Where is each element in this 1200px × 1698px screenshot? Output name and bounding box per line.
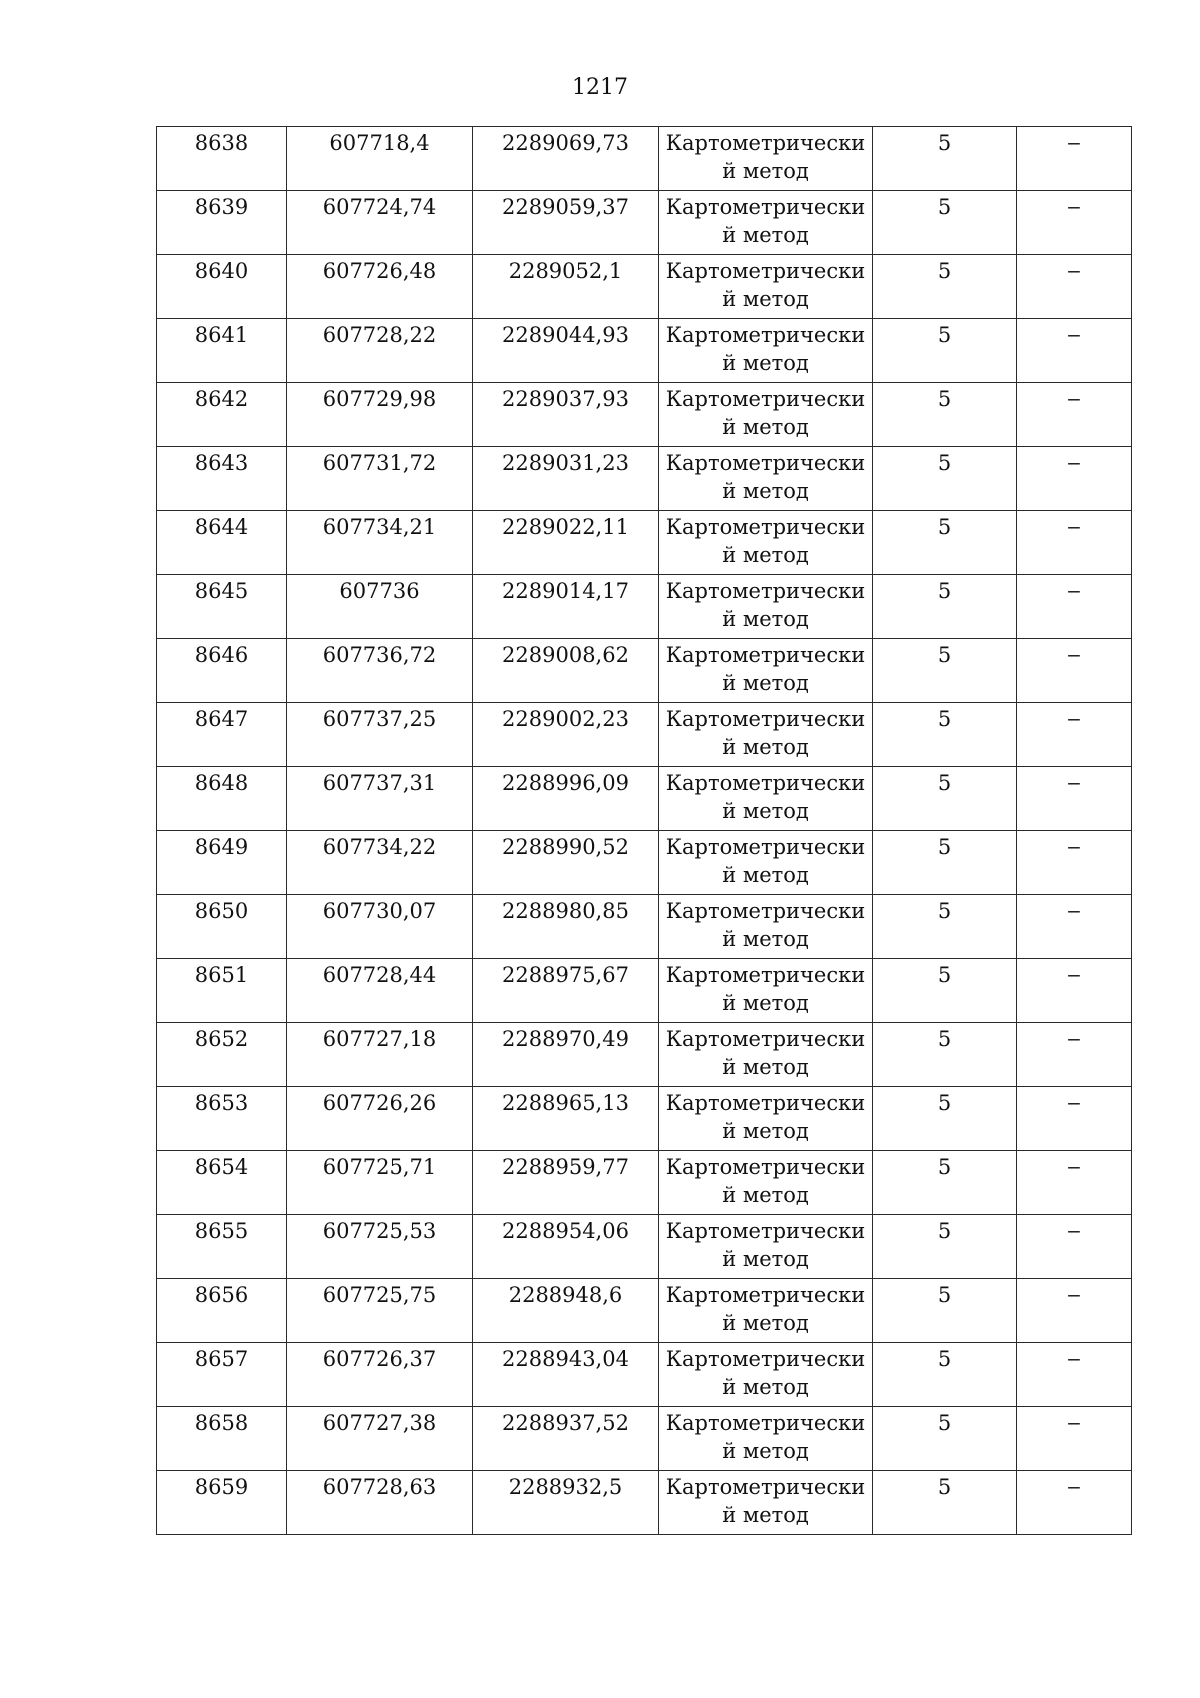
x-coordinate-cell: 607730,07 [287, 895, 473, 959]
point-number-cell: 8647 [157, 703, 287, 767]
y-coordinate-cell: 2289052,1 [473, 255, 659, 319]
method-cell: Картометрический метод [659, 255, 873, 319]
method-cell: Картометрический метод [659, 511, 873, 575]
y-coordinate-cell: 2289008,62 [473, 639, 659, 703]
accuracy-cell: 5 [873, 639, 1017, 703]
y-coordinate-cell: 2289014,17 [473, 575, 659, 639]
accuracy-cell: 5 [873, 1023, 1017, 1087]
table-row [157, 703, 1132, 767]
point-number-cell: 8650 [157, 895, 287, 959]
table-row [157, 255, 1132, 319]
point-number-cell: 8652 [157, 1023, 287, 1087]
note-cell: – [1017, 1343, 1132, 1407]
point-number-cell: 8654 [157, 1151, 287, 1215]
x-coordinate-cell: 607728,22 [287, 319, 473, 383]
accuracy-cell: 5 [873, 1087, 1017, 1151]
x-coordinate-cell: 607727,38 [287, 1407, 473, 1471]
y-coordinate-cell: 2288965,13 [473, 1087, 659, 1151]
accuracy-cell: 5 [873, 447, 1017, 511]
point-number-cell: 8641 [157, 319, 287, 383]
note-cell: – [1017, 383, 1132, 447]
accuracy-cell: 5 [873, 1279, 1017, 1343]
note-cell: – [1017, 447, 1132, 511]
method-cell: Картометрический метод [659, 1471, 873, 1535]
y-coordinate-cell: 2289037,93 [473, 383, 659, 447]
x-coordinate-cell: 607727,18 [287, 1023, 473, 1087]
point-number-cell: 8659 [157, 1471, 287, 1535]
x-coordinate-cell: 607736 [287, 575, 473, 639]
coordinates-table-body [157, 127, 1132, 1535]
table-row [157, 1471, 1132, 1535]
table-row [157, 383, 1132, 447]
method-cell: Картометрический метод [659, 703, 873, 767]
note-cell: – [1017, 1023, 1132, 1087]
x-coordinate-cell: 607725,75 [287, 1279, 473, 1343]
method-cell: Картометрический метод [659, 1279, 873, 1343]
x-coordinate-cell: 607724,74 [287, 191, 473, 255]
point-number-cell: 8643 [157, 447, 287, 511]
table-row [157, 831, 1132, 895]
x-coordinate-cell: 607729,98 [287, 383, 473, 447]
note-cell: – [1017, 575, 1132, 639]
note-cell: – [1017, 959, 1132, 1023]
x-coordinate-cell: 607726,26 [287, 1087, 473, 1151]
method-cell: Картометрический метод [659, 1407, 873, 1471]
table-row [157, 1343, 1132, 1407]
table-row [157, 767, 1132, 831]
table-row [157, 127, 1132, 191]
accuracy-cell: 5 [873, 831, 1017, 895]
accuracy-cell: 5 [873, 703, 1017, 767]
note-cell: – [1017, 831, 1132, 895]
x-coordinate-cell: 607737,25 [287, 703, 473, 767]
point-number-cell: 8638 [157, 127, 287, 191]
y-coordinate-cell: 2288990,52 [473, 831, 659, 895]
y-coordinate-cell: 2289059,37 [473, 191, 659, 255]
table-row [157, 1087, 1132, 1151]
accuracy-cell: 5 [873, 1215, 1017, 1279]
point-number-cell: 8649 [157, 831, 287, 895]
method-cell: Картометрический метод [659, 959, 873, 1023]
point-number-cell: 8642 [157, 383, 287, 447]
coordinates-table [156, 126, 1132, 1535]
method-cell: Картометрический метод [659, 895, 873, 959]
note-cell: – [1017, 255, 1132, 319]
method-cell: Картометрический метод [659, 319, 873, 383]
table-row [157, 319, 1132, 383]
note-cell: – [1017, 703, 1132, 767]
note-cell: – [1017, 127, 1132, 191]
x-coordinate-cell: 607734,22 [287, 831, 473, 895]
method-cell: Картометрический метод [659, 1087, 873, 1151]
method-cell: Картометрический метод [659, 831, 873, 895]
point-number-cell: 8644 [157, 511, 287, 575]
note-cell: – [1017, 511, 1132, 575]
note-cell: – [1017, 1279, 1132, 1343]
y-coordinate-cell: 2288932,5 [473, 1471, 659, 1535]
table-row [157, 1151, 1132, 1215]
table-row [157, 191, 1132, 255]
accuracy-cell: 5 [873, 959, 1017, 1023]
x-coordinate-cell: 607718,4 [287, 127, 473, 191]
accuracy-cell: 5 [873, 127, 1017, 191]
table-row [157, 639, 1132, 703]
point-number-cell: 8648 [157, 767, 287, 831]
point-number-cell: 8645 [157, 575, 287, 639]
note-cell: – [1017, 1151, 1132, 1215]
method-cell: Картометрический метод [659, 1023, 873, 1087]
point-number-cell: 8646 [157, 639, 287, 703]
table-row [157, 1023, 1132, 1087]
point-number-cell: 8651 [157, 959, 287, 1023]
accuracy-cell: 5 [873, 191, 1017, 255]
accuracy-cell: 5 [873, 1407, 1017, 1471]
accuracy-cell: 5 [873, 767, 1017, 831]
x-coordinate-cell: 607725,71 [287, 1151, 473, 1215]
y-coordinate-cell: 2288948,6 [473, 1279, 659, 1343]
note-cell: – [1017, 319, 1132, 383]
table-row [157, 1279, 1132, 1343]
note-cell: – [1017, 1471, 1132, 1535]
method-cell: Картометрический метод [659, 1343, 873, 1407]
accuracy-cell: 5 [873, 1471, 1017, 1535]
x-coordinate-cell: 607734,21 [287, 511, 473, 575]
x-coordinate-cell: 607726,37 [287, 1343, 473, 1407]
method-cell: Картометрический метод [659, 383, 873, 447]
method-cell: Картометрический метод [659, 1215, 873, 1279]
table-row [157, 1407, 1132, 1471]
note-cell: – [1017, 1407, 1132, 1471]
table-row [157, 511, 1132, 575]
table-row [157, 1215, 1132, 1279]
accuracy-cell: 5 [873, 1343, 1017, 1407]
y-coordinate-cell: 2289031,23 [473, 447, 659, 511]
method-cell: Картометрический метод [659, 1151, 873, 1215]
point-number-cell: 8656 [157, 1279, 287, 1343]
accuracy-cell: 5 [873, 575, 1017, 639]
point-number-cell: 8655 [157, 1215, 287, 1279]
y-coordinate-cell: 2288937,52 [473, 1407, 659, 1471]
accuracy-cell: 5 [873, 1151, 1017, 1215]
table-row [157, 575, 1132, 639]
x-coordinate-cell: 607731,72 [287, 447, 473, 511]
accuracy-cell: 5 [873, 895, 1017, 959]
x-coordinate-cell: 607726,48 [287, 255, 473, 319]
point-number-cell: 8658 [157, 1407, 287, 1471]
y-coordinate-cell: 2289069,73 [473, 127, 659, 191]
x-coordinate-cell: 607725,53 [287, 1215, 473, 1279]
point-number-cell: 8640 [157, 255, 287, 319]
note-cell: – [1017, 895, 1132, 959]
table-row [157, 895, 1132, 959]
y-coordinate-cell: 2288954,06 [473, 1215, 659, 1279]
note-cell: – [1017, 639, 1132, 703]
y-coordinate-cell: 2288970,49 [473, 1023, 659, 1087]
x-coordinate-cell: 607728,44 [287, 959, 473, 1023]
method-cell: Картометрический метод [659, 447, 873, 511]
note-cell: – [1017, 767, 1132, 831]
y-coordinate-cell: 2289044,93 [473, 319, 659, 383]
method-cell: Картометрический метод [659, 575, 873, 639]
x-coordinate-cell: 607728,63 [287, 1471, 473, 1535]
method-cell: Картометрический метод [659, 127, 873, 191]
point-number-cell: 8639 [157, 191, 287, 255]
accuracy-cell: 5 [873, 255, 1017, 319]
point-number-cell: 8653 [157, 1087, 287, 1151]
y-coordinate-cell: 2288996,09 [473, 767, 659, 831]
x-coordinate-cell: 607737,31 [287, 767, 473, 831]
method-cell: Картометрический метод [659, 639, 873, 703]
method-cell: Картометрический метод [659, 191, 873, 255]
accuracy-cell: 5 [873, 319, 1017, 383]
table-row [157, 959, 1132, 1023]
x-coordinate-cell: 607736,72 [287, 639, 473, 703]
point-number-cell: 8657 [157, 1343, 287, 1407]
accuracy-cell: 5 [873, 511, 1017, 575]
note-cell: – [1017, 1087, 1132, 1151]
page-number: 1217 [572, 75, 628, 100]
y-coordinate-cell: 2288943,04 [473, 1343, 659, 1407]
accuracy-cell: 5 [873, 383, 1017, 447]
y-coordinate-cell: 2288959,77 [473, 1151, 659, 1215]
y-coordinate-cell: 2289002,23 [473, 703, 659, 767]
method-cell: Картометрический метод [659, 767, 873, 831]
note-cell: – [1017, 1215, 1132, 1279]
table-row [157, 447, 1132, 511]
y-coordinate-cell: 2288975,67 [473, 959, 659, 1023]
y-coordinate-cell: 2289022,11 [473, 511, 659, 575]
note-cell: – [1017, 191, 1132, 255]
y-coordinate-cell: 2288980,85 [473, 895, 659, 959]
